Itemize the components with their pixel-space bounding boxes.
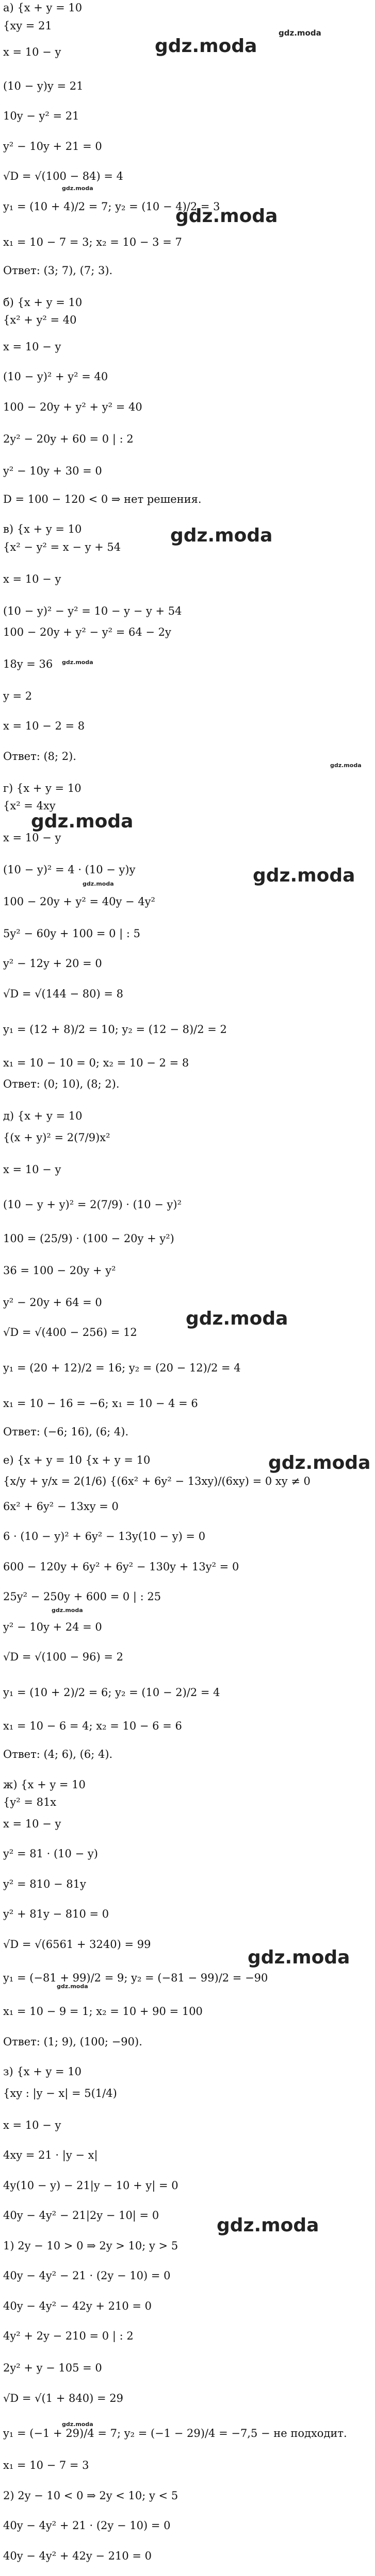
watermark-text: gdz.moda xyxy=(253,865,355,886)
solution-line: y = 2 xyxy=(3,690,32,702)
solution-line: y² + 81y − 810 = 0 xyxy=(3,1908,109,1920)
solution-line: 4xy = 21 · |y − x| xyxy=(3,2149,98,2161)
solution-line: y² − 20y + 64 = 0 xyxy=(3,1296,102,1309)
watermark-text: gdz.moda xyxy=(268,1452,371,1473)
solution-line: 100 − 20y + y² = 40y − 4y² xyxy=(3,895,155,908)
solution-line: √D = √(400 − 256) = 12 xyxy=(3,1326,137,1338)
solution-line: y₁ = (10 + 4)/2 = 7; y₂ = (10 − 4)/2 = 3 xyxy=(3,200,220,213)
solution-line: 2y² + y − 105 = 0 xyxy=(3,2362,102,2374)
solution-line: з) {x + y = 10 xyxy=(3,2065,82,2078)
solution-line: 40y − 4y² − 21 · (2y − 10) = 0 xyxy=(3,2269,171,2282)
solution-line: y₁ = (10 + 2)/2 = 6; y₂ = (10 − 2)/2 = 4 xyxy=(3,1686,220,1699)
solution-line: {x² − y² = x − y + 54 xyxy=(3,541,121,553)
solution-line: D = 100 − 120 < 0 ⇒ нет решения. xyxy=(3,493,202,505)
solution-line: x₁ = 10 − 7 = 3; x₂ = 10 − 3 = 7 xyxy=(3,236,182,248)
solution-line: Ответ: (1; 9), (100; −90). xyxy=(3,2036,142,2048)
solution-line: 25y² − 250y + 600 = 0 | : 25 xyxy=(3,1590,161,1603)
solution-line: {x² = 4xy xyxy=(3,800,56,812)
solution-line: y₁ = (−1 + 29)/4 = 7; y₂ = (−1 − 29)/4 = −7,5 − не подходит. xyxy=(3,2427,347,2439)
watermark-text: gdz.moda xyxy=(31,811,134,832)
solution-line: √D = √(1 + 840) = 29 xyxy=(3,2392,123,2404)
solution-line: 18y = 36 xyxy=(3,658,53,670)
watermark-text: gdz.moda xyxy=(52,1607,83,1614)
solution-line: 36 = 100 − 20y + y² xyxy=(3,1264,116,1277)
solution-line: 5y² − 60y + 100 = 0 | : 5 xyxy=(3,927,141,940)
solution-line: 4y² + 2y − 210 = 0 | : 2 xyxy=(3,2330,134,2342)
solution-line: x₁ = 10 − 6 = 4; x₂ = 10 − 6 = 6 xyxy=(3,1720,182,1732)
solution-line: (10 − y + y)² = 2(7/9) · (10 − y)² xyxy=(3,1198,182,1211)
solution-line: √D = √(100 − 84) = 4 xyxy=(3,170,123,182)
watermark-text: gdz.moda xyxy=(170,525,273,546)
solution-line: Ответ: (3; 7), (7; 3). xyxy=(3,264,113,277)
solution-line: б) {x + y = 10 xyxy=(3,296,83,309)
watermark-text: gdz.moda xyxy=(186,1308,288,1329)
solution-line: {x² + y² = 40 xyxy=(3,314,77,326)
solution-line: y₁ = (20 + 12)/2 = 16; y₂ = (20 − 12)/2 = 4 xyxy=(3,1362,241,1374)
solution-line: 6x² + 6y² − 13xy = 0 xyxy=(3,1500,119,1513)
solution-line: y² − 10y + 24 = 0 xyxy=(3,1621,102,1633)
solution-line: 4y(10 − y) − 21|y − 10 + y| = 0 xyxy=(3,2179,178,2192)
solution-line: x₁ = 10 − 9 = 1; x₂ = 10 + 90 = 100 xyxy=(3,2005,203,2018)
solution-line: 40y − 4y² − 42y + 210 = 0 xyxy=(3,2300,152,2312)
solution-line: x = 10 − y xyxy=(3,573,61,585)
solution-line: 40y − 4y² + 42y − 210 = 0 xyxy=(3,2550,152,2562)
solution-line: ж) {x + y = 10 xyxy=(3,1778,86,1791)
solution-line: г) {x + y = 10 xyxy=(3,782,81,794)
solution-line: √D = √(100 − 96) = 2 xyxy=(3,1651,123,1663)
solution-line: {xy : |y − x| = 5(1/4) xyxy=(3,2087,117,2099)
watermark-text: gdz.moda xyxy=(155,36,257,57)
solution-line: x = 10 − y xyxy=(3,46,61,58)
solution-line: 40y − 4y² + 21 · (2y − 10) = 0 xyxy=(3,2519,171,2532)
watermark-text: gdz.moda xyxy=(248,1947,350,1968)
solution-line: 2) 2y − 10 < 0 ⇒ 2y < 10; y < 5 xyxy=(3,2489,178,2502)
solution-line: Ответ: (4; 6), (6; 4). xyxy=(3,1748,113,1760)
solution-line: (10 − y)y = 21 xyxy=(3,80,84,92)
watermark-text: gdz.moda xyxy=(62,185,93,192)
watermark-text: gdz.moda xyxy=(83,880,114,887)
solution-line: {y² = 81x xyxy=(3,1796,57,1808)
solution-line: y₁ = (−81 + 99)/2 = 9; y₂ = (−81 − 99)/2 = −90 xyxy=(3,1972,268,1984)
solution-line: Ответ: (0; 10), (8; 2). xyxy=(3,1078,120,1090)
solution-line: 40y − 4y² − 21|2y − 10| = 0 xyxy=(3,2209,159,2222)
solution-line: Ответ: (−6; 16), (6; 4). xyxy=(3,1426,129,1438)
solution-line: x = 10 − y xyxy=(3,341,61,353)
solution-line: 100 − 20y + y² + y² = 40 xyxy=(3,401,142,413)
solution-line: 100 − 20y + y² − y² = 64 − 2y xyxy=(3,626,171,638)
watermark-text: gdz.moda xyxy=(57,1983,88,1990)
watermark-text: gdz.moda xyxy=(279,28,321,38)
solution-line: 10y − y² = 21 xyxy=(3,110,79,122)
solution-line: √D = √(144 − 80) = 8 xyxy=(3,988,123,1000)
solution-line: x = 10 − y xyxy=(3,1818,61,1830)
solution-line: y² − 10y + 30 = 0 xyxy=(3,465,102,477)
solution-line: д) {x + y = 10 xyxy=(3,1110,83,1122)
solution-line: в) {x + y = 10 xyxy=(3,523,82,535)
solution-line: а) {x + y = 10 xyxy=(3,2,83,14)
watermark-text: gdz.moda xyxy=(217,2215,319,2236)
watermark-text: gdz.moda xyxy=(62,2421,93,2428)
solution-line: x = 10 − y xyxy=(3,2119,61,2131)
solution-line: √D = √(6561 + 3240) = 99 xyxy=(3,1938,151,1951)
solution-line: x = 10 − 2 = 8 xyxy=(3,720,85,732)
solution-line: (10 − y)² − y² = 10 − y − y + 54 xyxy=(3,605,182,617)
watermark-text: gdz.moda xyxy=(175,206,278,227)
solution-line: x₁ = 10 − 10 = 0; x₂ = 10 − 2 = 8 xyxy=(3,1057,189,1069)
solution-line: {x/y + y/x = 2(1/6) {(6x² + 6y² − 13xy)/(6xy) = 0 xy ≠ 0 xyxy=(3,1475,311,1487)
solution-line: 100 = (25/9) · (100 − 20y + y²) xyxy=(3,1232,174,1245)
solution-line: y² = 810 − 81y xyxy=(3,1878,86,1890)
solution-line: x₁ = 10 − 7 = 3 xyxy=(3,2459,89,2471)
solution-line: {(x + y)² = 2(7/9)x² xyxy=(3,1131,110,1144)
watermark-text: gdz.moda xyxy=(62,659,93,666)
solution-line: y² − 12y + 20 = 0 xyxy=(3,957,102,970)
solution-line: (10 − y)² = 4 · (10 − y)y xyxy=(3,863,136,876)
solution-line: Ответ: (8; 2). xyxy=(3,750,76,762)
solution-line: {xy = 21 xyxy=(3,20,52,32)
solution-line: x = 10 − y xyxy=(3,1163,61,1176)
solution-line: 2y² − 20y + 60 = 0 | : 2 xyxy=(3,433,134,445)
solution-line: е) {x + y = 10 {x + y = 10 xyxy=(3,1454,151,1466)
solution-line: x₁ = 10 − 16 = −6; x₁ = 10 − 4 = 6 xyxy=(3,1397,198,1410)
solution-line: (10 − y)² + y² = 40 xyxy=(3,370,108,383)
solution-line: 600 − 120y + 6y² + 6y² − 130y + 13y² = 0 xyxy=(3,1561,239,1573)
solution-line: y² − 10y + 21 = 0 xyxy=(3,140,102,152)
solution-line: 1) 2y − 10 > 0 ⇒ 2y > 10; y > 5 xyxy=(3,2240,178,2252)
solution-line: y₁ = (12 + 8)/2 = 10; y₂ = (12 − 8)/2 = 2 xyxy=(3,1023,227,1036)
solution-line: 6 · (10 − y)² + 6y² − 13y(10 − y) = 0 xyxy=(3,1530,206,1543)
solution-line: x = 10 − y xyxy=(3,832,61,844)
watermark-text: gdz.moda xyxy=(330,762,362,769)
solution-line: y² = 81 · (10 − y) xyxy=(3,1848,98,1860)
